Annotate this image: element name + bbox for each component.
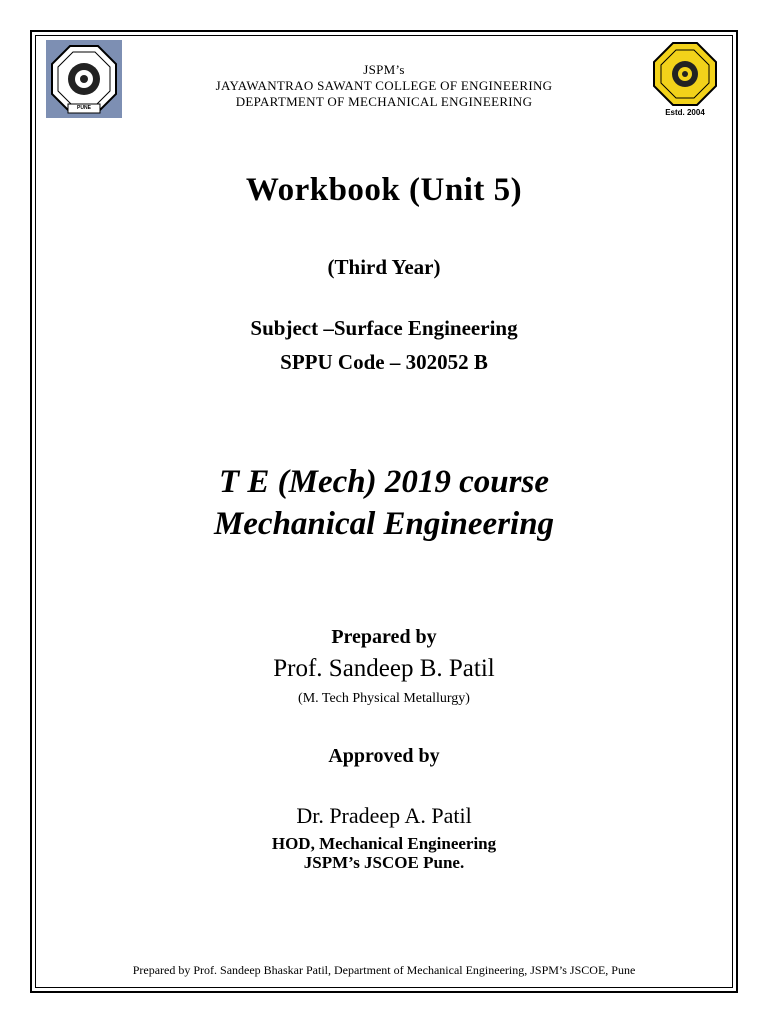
subject-line: Subject –Surface Engineering [250, 316, 518, 340]
subject-block [40, 311, 728, 379]
approver-role [40, 834, 728, 872]
header-line-3: DEPARTMENT OF MECHANICAL ENGINEERING [235, 94, 533, 109]
approved-by-label: Approved by [328, 745, 440, 767]
approver-role-line-2: JSPM’s JSCOE Pune. [303, 853, 465, 872]
course-line-2: Mechanical Engineering [213, 506, 555, 542]
course-block [40, 461, 728, 545]
approver-role-line-1: HOD, Mechanical Engineering [271, 834, 497, 853]
header-line-1: JSPM’s [363, 62, 405, 77]
workbook-title: Workbook (Unit 5) [245, 172, 523, 208]
preparer-name: Prof. Sandeep B. Patil [273, 655, 495, 682]
page-footer: Prepared by Prof. Sandeep Bhaskar Patil, Department of Mechanical Engineering, JSPM’s JSCOE, Pune [132, 963, 636, 977]
sppu-code-line: SPPU Code – 302052 B [280, 350, 488, 374]
prepared-by-label: Prepared by [331, 626, 437, 648]
year-label: (Third Year) [327, 255, 441, 279]
approver-name: Dr. Pradeep A. Patil [296, 803, 472, 828]
established-label: Estd. 2004 [665, 108, 705, 117]
college-header [130, 62, 638, 110]
logo-left-caption: PUNE [77, 105, 91, 111]
preparer-degree: (M. Tech Physical Metallurgy) [298, 691, 470, 706]
header-line-2: JAYAWANTRAO SAWANT COLLEGE OF ENGINEERING [215, 78, 553, 93]
course-line-1: T E (Mech) 2019 course [219, 464, 549, 500]
